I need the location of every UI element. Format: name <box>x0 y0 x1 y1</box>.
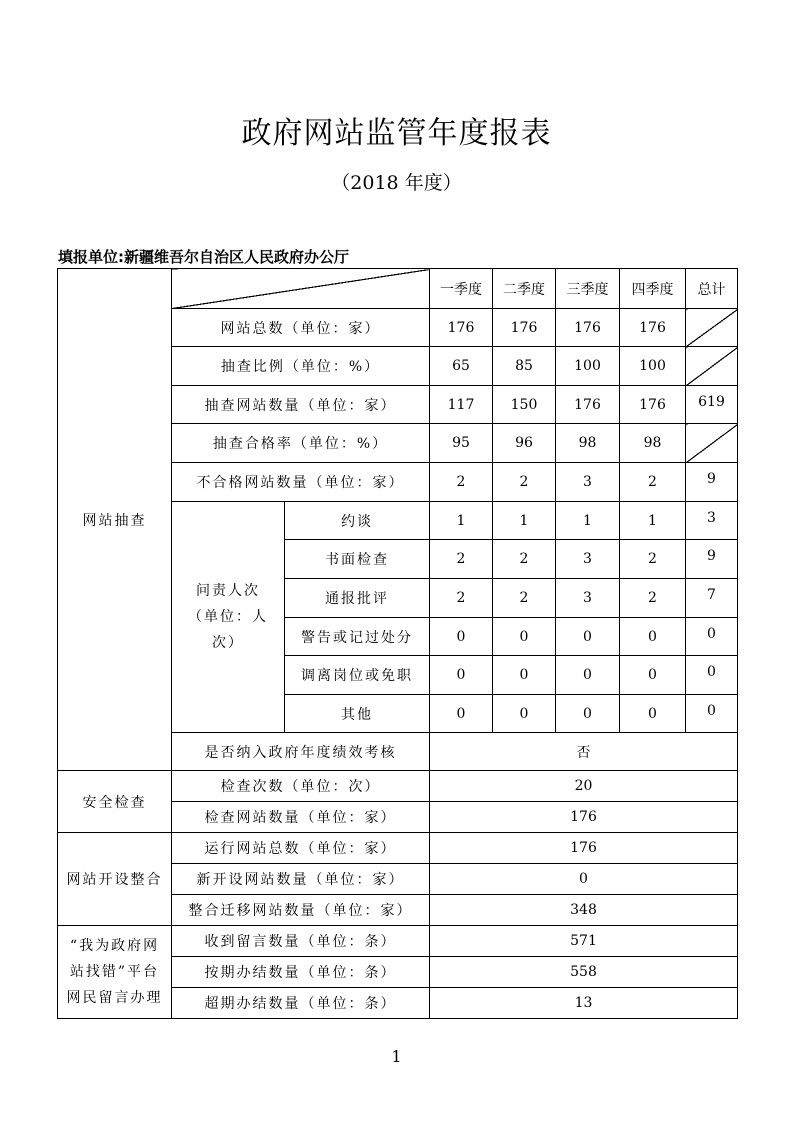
report-table <box>57 268 738 1019</box>
row-label: 超期办结数量（单位：条） <box>172 988 430 1019</box>
row-value: 348 <box>430 895 738 926</box>
row-label: 调离岗位或免职 <box>285 656 430 695</box>
total-slashed-cell <box>686 347 738 386</box>
cell-q4: 98 <box>620 424 686 463</box>
cell-q4: 2 <box>620 463 686 502</box>
row-label: 收到留言数量（单位：条） <box>172 926 430 957</box>
cell-total: 0 <box>686 695 738 733</box>
cell-q2: 176 <box>493 309 556 347</box>
cell-q1: 2 <box>430 579 493 618</box>
cell-q1: 0 <box>430 695 493 733</box>
cell-q3: 0 <box>556 656 620 695</box>
cell-q4: 100 <box>620 347 686 386</box>
cell-q2: 2 <box>493 579 556 618</box>
section-message-handling: “我为政府网站找错”平台网民留言办理 <box>58 926 172 1019</box>
cell-q3: 0 <box>556 618 620 656</box>
cell-q1: 117 <box>430 386 493 424</box>
cell-q2: 0 <box>493 695 556 733</box>
cell-q1: 2 <box>430 463 493 502</box>
total-slashed-cell <box>686 424 738 463</box>
row-label: 抽查比例（单位：%） <box>172 347 430 386</box>
row-label: 整合迁移网站数量（单位：家） <box>172 895 430 926</box>
cell-q4: 176 <box>620 309 686 347</box>
section-safety: 安全检查 <box>58 771 172 833</box>
cell-q4: 2 <box>620 540 686 579</box>
cell-q1: 176 <box>430 309 493 347</box>
row-label: 警告或记过处分 <box>285 618 430 656</box>
section-consolidation: 网站开设整合 <box>58 833 172 926</box>
cell-q2: 1 <box>493 502 556 540</box>
cell-q1: 1 <box>430 502 493 540</box>
accountability-label: 问责人次（单位：人次） <box>172 502 285 733</box>
cell-q4: 1 <box>620 502 686 540</box>
row-label: 书面检查 <box>285 540 430 579</box>
performance-value: 否 <box>430 733 738 771</box>
cell-total: 3 <box>686 502 738 540</box>
row-label: 其他 <box>285 695 430 733</box>
row-value: 558 <box>430 957 738 988</box>
cell-total: 7 <box>686 579 738 618</box>
row-label: 按期办结数量（单位：条） <box>172 957 430 988</box>
cell-q1: 95 <box>430 424 493 463</box>
cell-q1: 2 <box>430 540 493 579</box>
row-label: 网站总数（单位：家） <box>172 309 430 347</box>
cell-q2: 2 <box>493 540 556 579</box>
cell-total: 9 <box>686 540 738 579</box>
cell-q4: 0 <box>620 656 686 695</box>
cell-q4: 0 <box>620 695 686 733</box>
cell-q3: 176 <box>556 309 620 347</box>
header-q2: 二季度 <box>493 269 556 309</box>
cell-q3: 3 <box>556 463 620 502</box>
cell-q2: 2 <box>493 463 556 502</box>
cell-q4: 2 <box>620 579 686 618</box>
cell-q4: 0 <box>620 618 686 656</box>
row-label: 新开设网站数量（单位：家） <box>172 864 430 895</box>
page-number: 1 <box>391 1047 402 1066</box>
header-q4: 四季度 <box>620 269 686 309</box>
section-spot-check: 网站抽查 <box>58 269 172 771</box>
header-blank-cell <box>172 269 430 309</box>
row-value: 571 <box>430 926 738 957</box>
row-label: 检查网站数量（单位：家） <box>172 802 430 833</box>
total-slashed-cell <box>686 309 738 347</box>
cell-q2: 150 <box>493 386 556 424</box>
cell-q2: 0 <box>493 656 556 695</box>
cell-total: 9 <box>686 463 738 502</box>
cell-q1: 0 <box>430 618 493 656</box>
cell-q2: 85 <box>493 347 556 386</box>
cell-q1: 0 <box>430 656 493 695</box>
cell-q3: 3 <box>556 540 620 579</box>
row-value: 176 <box>430 833 738 864</box>
row-value: 20 <box>430 771 738 802</box>
cell-q2: 96 <box>493 424 556 463</box>
row-label: 抽查合格率（单位：%） <box>172 424 430 463</box>
row-value: 13 <box>430 988 738 1019</box>
row-value: 176 <box>430 802 738 833</box>
cell-q1: 65 <box>430 347 493 386</box>
page-title: 政府网站监管年度报表 <box>241 116 552 151</box>
row-label: 抽查网站数量（单位：家） <box>172 386 430 424</box>
cell-total: 0 <box>686 618 738 656</box>
cell-total: 0 <box>686 656 738 695</box>
report-year: （2018 年度） <box>331 172 462 194</box>
row-value: 0 <box>430 864 738 895</box>
cell-q4: 176 <box>620 386 686 424</box>
cell-q3: 176 <box>556 386 620 424</box>
row-label: 检查次数（单位：次） <box>172 771 430 802</box>
cell-q3: 0 <box>556 695 620 733</box>
row-label: 运行网站总数（单位：家） <box>172 833 430 864</box>
header-q1: 一季度 <box>430 269 493 309</box>
cell-q2: 0 <box>493 618 556 656</box>
cell-q3: 1 <box>556 502 620 540</box>
cell-q3: 98 <box>556 424 620 463</box>
cell-q3: 3 <box>556 579 620 618</box>
reporting-unit: 填报单位:新疆维吾尔自治区人民政府办公厅 <box>58 248 350 266</box>
cell-q3: 100 <box>556 347 620 386</box>
row-label: 约谈 <box>285 502 430 540</box>
header-total: 总计 <box>686 269 738 309</box>
performance-label: 是否纳入政府年度绩效考核 <box>172 733 430 771</box>
cell-total: 619 <box>686 386 738 424</box>
row-label: 通报批评 <box>285 579 430 618</box>
header-q3: 三季度 <box>556 269 620 309</box>
row-label: 不合格网站数量（单位：家） <box>172 463 430 502</box>
